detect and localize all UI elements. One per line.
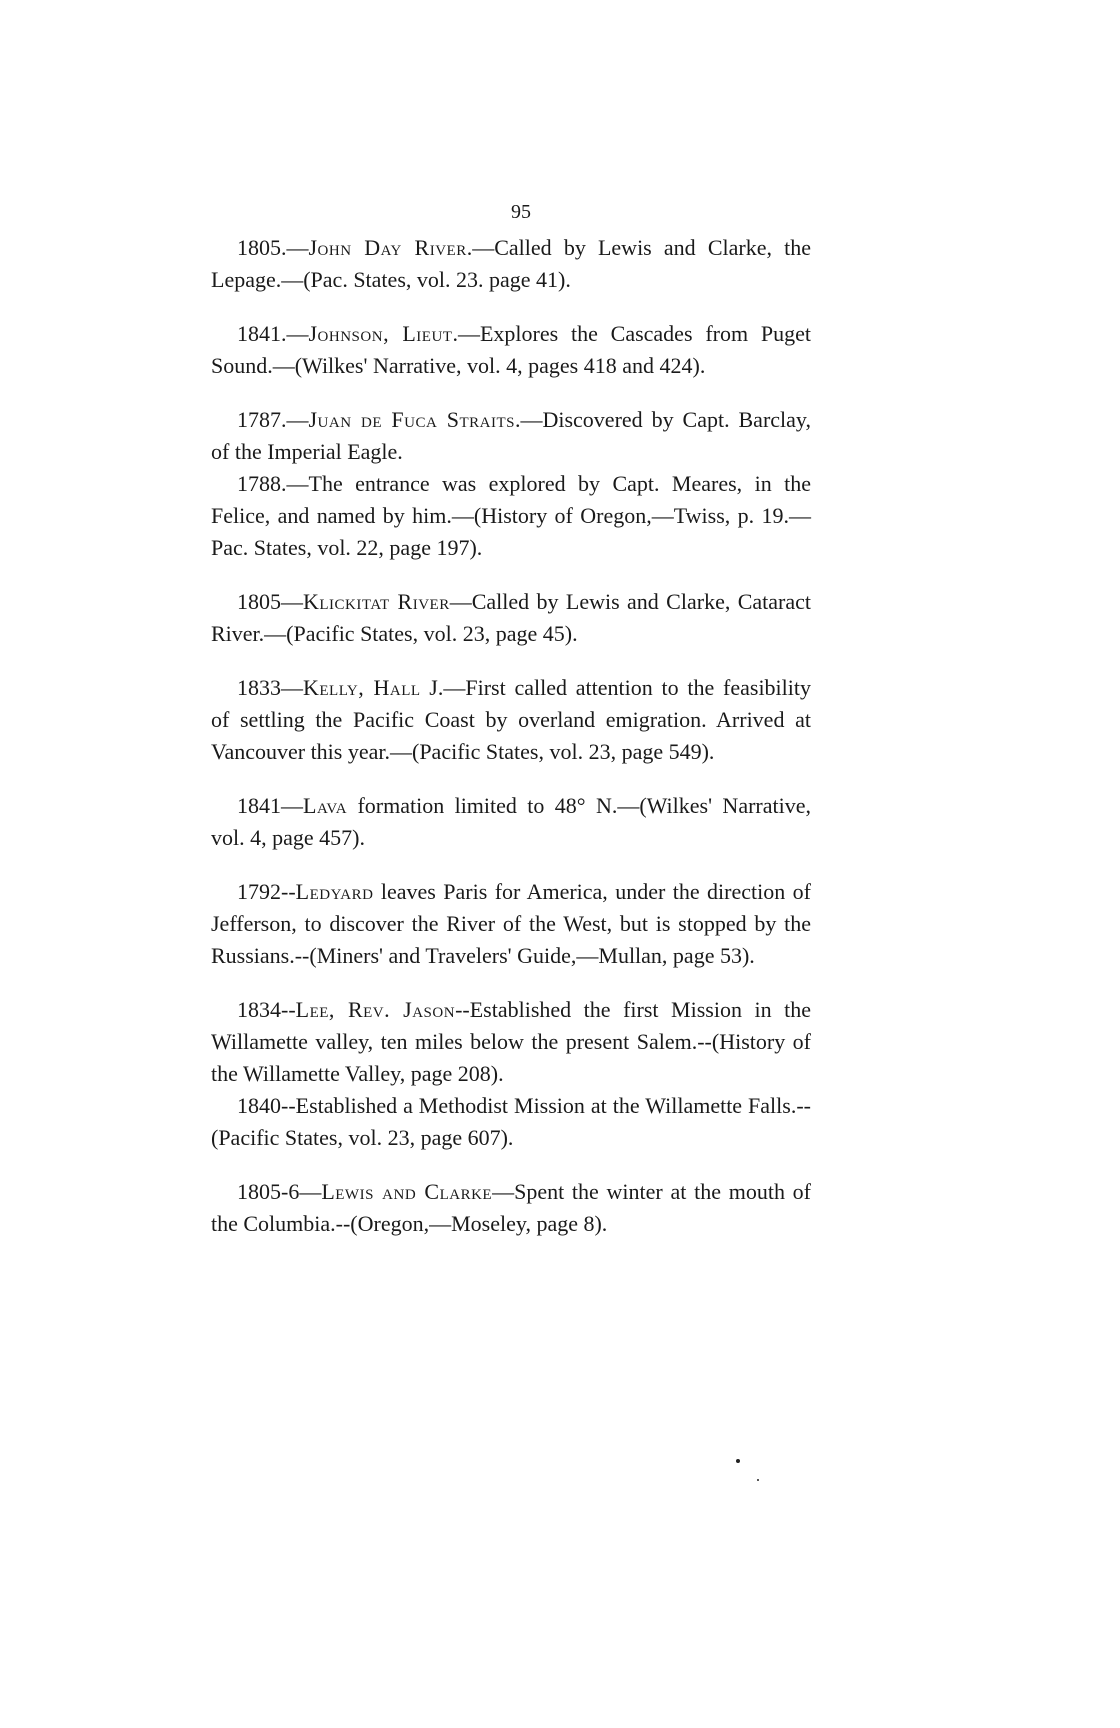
entry-text: .—Called by Lewis and Clarke, the Lepage.—(Pac. States, vol. 23. page 41). bbox=[211, 235, 812, 292]
entry-lee-rev-jason bbox=[211, 994, 811, 1090]
entry-year: 1805-6— bbox=[237, 1179, 322, 1204]
entry-heading: Ledyard bbox=[295, 879, 374, 904]
entry-juan-de-fuca-1788 bbox=[211, 468, 811, 564]
entry-text: leaves Paris for America, under the direction of Jefferson, to discover the River of the West, but is stopped by the Russians.--(Miners' and Travelers' Guide,—Mullan, page 53). bbox=[211, 879, 811, 968]
entry-heading: Lee, Rev. Jason bbox=[295, 997, 456, 1022]
entry-year: 1834-- bbox=[237, 997, 296, 1022]
entry-text: .—Discovered by Capt. Barclay, of the Imperial Eagle. bbox=[211, 407, 811, 464]
entry-johnson-lieut bbox=[211, 318, 811, 382]
entry-klickitat-river bbox=[211, 586, 811, 650]
entry-year: 1788.— bbox=[237, 471, 309, 496]
entry-year: 1787.— bbox=[237, 407, 309, 432]
entry-heading: Lewis and Clarke bbox=[321, 1179, 493, 1204]
entry-year: 1805— bbox=[237, 589, 303, 614]
entry-ledyard bbox=[211, 876, 811, 972]
entry-year: 1792-- bbox=[237, 879, 296, 904]
entry-year: 1841— bbox=[237, 793, 303, 818]
page-number: 95 bbox=[511, 201, 531, 223]
scan-speck bbox=[757, 1479, 759, 1481]
document-page bbox=[211, 196, 811, 1240]
entry-year: 1833— bbox=[237, 675, 303, 700]
entry-heading: Lava bbox=[303, 793, 348, 818]
entry-heading: Klickitat River bbox=[303, 589, 450, 614]
entry-kelly-hall bbox=[211, 672, 811, 768]
entry-year: 1840-- bbox=[237, 1093, 296, 1118]
entry-text: --Established the first Mission in the Willamette valley, ten miles below the present Salem.--(History of the Willamette Valley, page 208). bbox=[211, 997, 812, 1086]
entry-heading: Johnson, Lieut bbox=[308, 321, 453, 346]
scan-speck bbox=[736, 1459, 740, 1463]
entry-text: The entrance was explored by Capt. Meares, in the Felice, and named by him.—(History of Oregon,—Twiss, p. 19.—Pac. States, vol. 22, page 197). bbox=[211, 471, 811, 560]
entry-text: J.—First called attention to the feasibility of settling the Pacific Coast by overland emigration. Arrived at Vancouver this year.—(Pacific States, vol. 23, page 549). bbox=[211, 675, 811, 764]
entry-lee-1840 bbox=[211, 1090, 811, 1154]
entry-heading: Juan de Fuca Straits bbox=[308, 407, 515, 432]
entry-juan-de-fuca-straits bbox=[211, 404, 811, 468]
entry-year: 1841.— bbox=[237, 321, 309, 346]
entry-john-day-river bbox=[211, 232, 811, 296]
entry-text: formation limited to 48° N.—(Wilkes' Narrative, vol. 4, page 457). bbox=[211, 793, 811, 850]
entry-lewis-and-clarke bbox=[211, 1176, 811, 1240]
entry-text: —Spent the winter at the mouth of the Columbia.--(Oregon,—Moseley, page 8). bbox=[211, 1179, 812, 1236]
entry-lava bbox=[211, 790, 811, 854]
entry-text: Established a Methodist Mission at the Willamette Falls.--(Pacific States, vol. 23, page 607). bbox=[211, 1093, 811, 1150]
entry-year: 1805.— bbox=[237, 235, 309, 260]
entry-heading: John Day River bbox=[308, 235, 467, 260]
entry-heading: Kelly, Hall bbox=[303, 675, 421, 700]
entry-text: —Called by Lewis and Clarke, Cataract River.—(Pacific States, vol. 23, page 45). bbox=[211, 589, 811, 646]
entry-text: .—Explores the Cascades from Puget Sound.—(Wilkes' Narrative, vol. 4, pages 418 and 424). bbox=[211, 321, 811, 378]
